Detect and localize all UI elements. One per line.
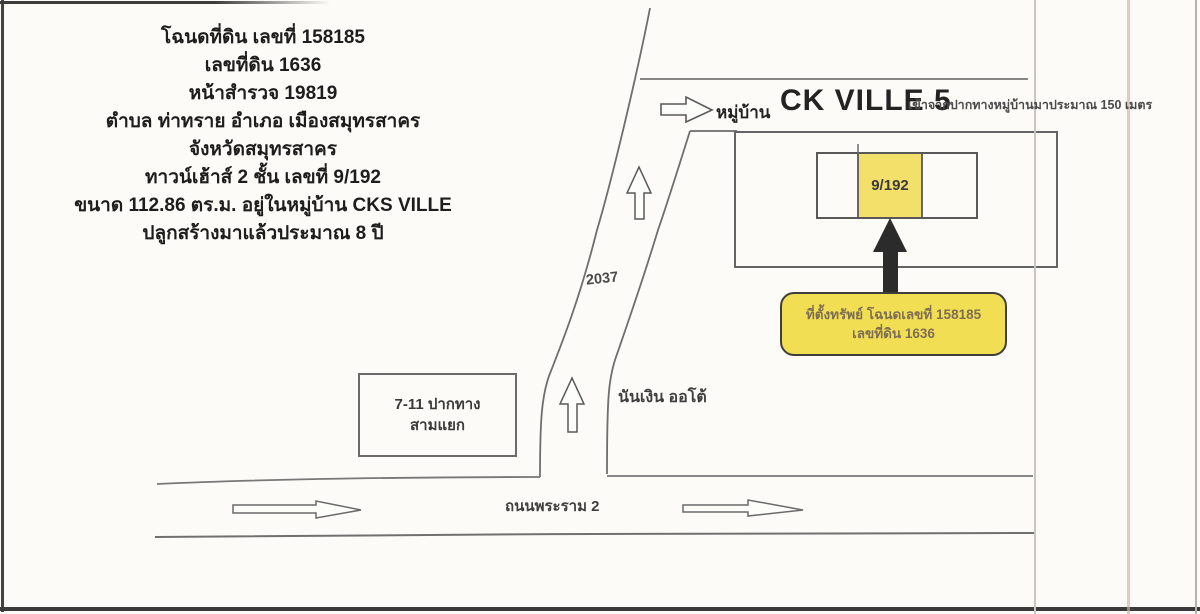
info-line-parcel-number: เลขที่ดิน 1636 [204,55,322,76]
village-prefix-label: หมู่บ้าน [716,103,771,122]
scan-edge-line [1195,0,1197,614]
scan-border-top [0,1,330,4]
info-line-province: จังหวัดสมุทรสาคร [189,139,337,160]
info-line-house-type: ทาวน์เฮ้าส์ 2 ชั้น เลขที่ 9/192 [145,167,381,188]
property-location-callout [780,292,1007,356]
seven-eleven-line2: สามแยก [409,417,465,434]
right-arrow-outline-bottom-right-icon [683,500,803,516]
up-arrow-outline-road-icon [627,167,651,219]
info-line-size: ขนาด 112.86 ตร.ม. อยู่ในหมู่บ้าน CKS VILLE [74,195,452,216]
scan-border-bottom [0,607,1200,611]
scan-border-left [1,0,4,612]
info-line-deed-number: โฉนดที่ดิน เลขที่ 158185 [161,27,365,48]
callout-line1: ที่ตั้งทรัพย์ โฉนดเลขที่ 158185 [805,307,982,322]
auto-shop-label: นันเงิน ออโต้ [618,389,707,406]
route-2037-right-edge [607,131,690,474]
property-info-block [35,24,491,248]
main-road-bottom-edge [155,533,1035,537]
route-number-label: 2037 [585,269,620,289]
main-road-top-edge-left [157,477,540,484]
plot-number-label: 9/192 [871,177,909,194]
callout-line2: เลขที่ดิน 1636 [852,326,935,341]
info-line-subdistrict: ตำบล ท่าทราย อำเภอ เมืองสมุทรสาคร [105,111,421,132]
up-arrow-outline-near-711-icon [560,378,584,432]
village-name-label: CK VILLE 5 [780,84,952,117]
info-line-age: ปลูกสร้างมาแล้วประมาณ 8 ปี [142,223,384,244]
seven-eleven-line1: 7-11 ปากทาง [394,396,481,413]
seven-eleven-landmark-box [358,373,517,457]
info-line-survey-page: หน้าสำรวจ 19819 [188,83,338,104]
village-distance-note: เข้าจากปากทางหมู่บ้านมาประมาณ 150 เมตร [908,98,1153,112]
right-arrow-outline-bottom-left-icon [233,501,361,518]
right-arrow-outline-icon [661,97,712,122]
main-road-name-label: ถนนพระราม 2 [505,498,600,515]
up-arrow-solid-plot-pointer-icon [873,218,907,293]
scan-fold-line [1034,0,1036,614]
scan-fold-line-pink [1127,0,1130,614]
